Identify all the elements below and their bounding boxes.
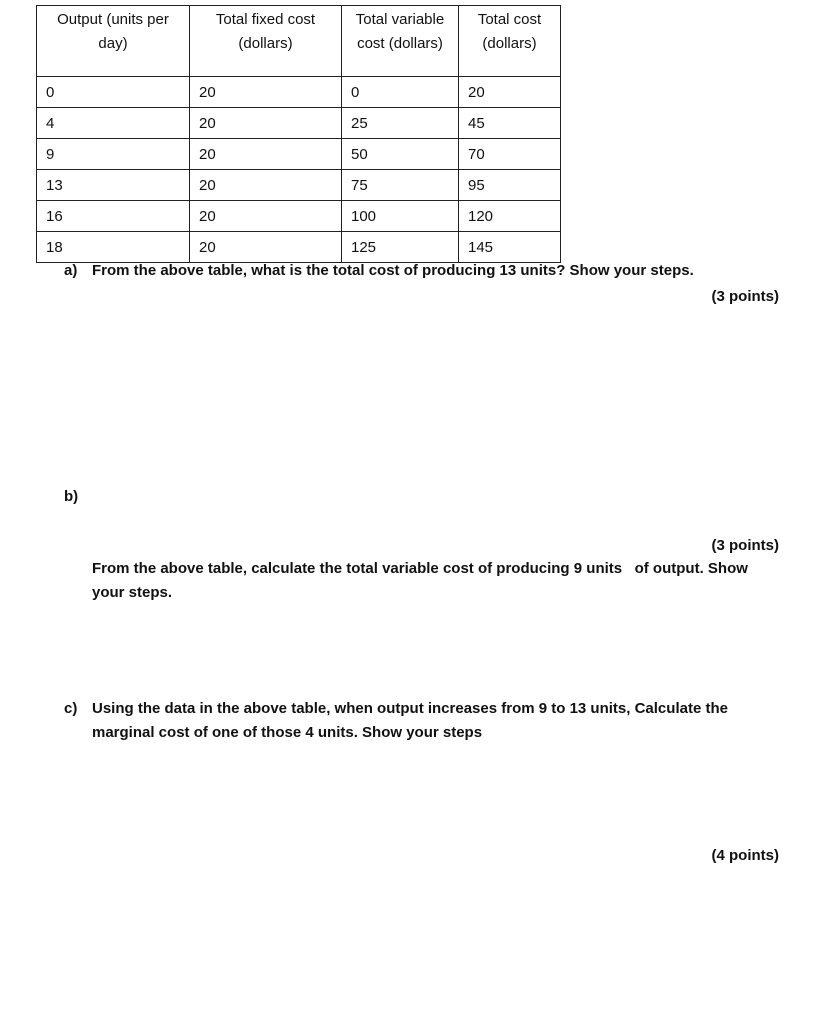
cell-variable-cost: 75 — [342, 170, 459, 201]
cost-table — [36, 5, 561, 263]
cell-total-cost: 95 — [459, 170, 561, 201]
cell-output: 13 — [37, 170, 190, 201]
table-row — [37, 139, 561, 170]
question-a-label: a) — [64, 262, 78, 279]
cell-output: 18 — [37, 232, 190, 263]
cell-variable-cost: 25 — [342, 108, 459, 139]
cell-output: 4 — [37, 108, 190, 139]
cell-total-cost: 45 — [459, 108, 561, 139]
cell-fixed-cost: 20 — [190, 108, 342, 139]
question-b-label: b) — [64, 488, 79, 505]
question-b-points: (3 points) — [711, 537, 779, 554]
question-a — [64, 259, 784, 283]
question-a-text: From the above table, what is the total cost of producing 13 units? Show your steps. — [92, 262, 694, 279]
cell-variable-cost: 100 — [342, 201, 459, 232]
question-c-text: Using the data in the above table, when output increases from 9 to 13 units, Calculate the marginal cost of one of those 4 units. Show your steps — [92, 700, 728, 741]
table-row — [37, 77, 561, 108]
table-row — [37, 108, 561, 139]
cell-fixed-cost: 20 — [190, 139, 342, 170]
header-total-fixed-cost: Total fixed cost (dollars) — [190, 6, 342, 77]
cell-variable-cost: 0 — [342, 77, 459, 108]
question-c-label: c) — [64, 700, 78, 717]
cell-variable-cost: 125 — [342, 232, 459, 263]
cell-variable-cost: 50 — [342, 139, 459, 170]
cell-fixed-cost: 20 — [190, 232, 342, 263]
table-row — [37, 170, 561, 201]
cell-output: 16 — [37, 201, 190, 232]
cell-output: 9 — [37, 139, 190, 170]
table-header-row — [37, 6, 561, 77]
question-b-text: From the above table, calculate the total variable cost of producing 9 units of output. Show your steps. — [92, 560, 753, 601]
cell-fixed-cost: 20 — [190, 77, 342, 108]
header-total-cost: Total cost (dollars) — [459, 6, 561, 77]
table-row — [37, 232, 561, 263]
question-b — [64, 485, 784, 629]
question-a-points: (3 points) — [711, 288, 779, 305]
question-c-points: (4 points) — [711, 847, 779, 864]
table-row — [37, 201, 561, 232]
cell-fixed-cost: 20 — [190, 170, 342, 201]
cell-output: 0 — [37, 77, 190, 108]
cell-total-cost: 120 — [459, 201, 561, 232]
cell-fixed-cost: 20 — [190, 201, 342, 232]
cell-total-cost: 145 — [459, 232, 561, 263]
cell-total-cost: 20 — [459, 77, 561, 108]
header-total-variable-cost: Total variable cost (dollars) — [342, 6, 459, 77]
question-c — [64, 697, 784, 745]
header-output: Output (units per day) — [37, 6, 190, 77]
cell-total-cost: 70 — [459, 139, 561, 170]
